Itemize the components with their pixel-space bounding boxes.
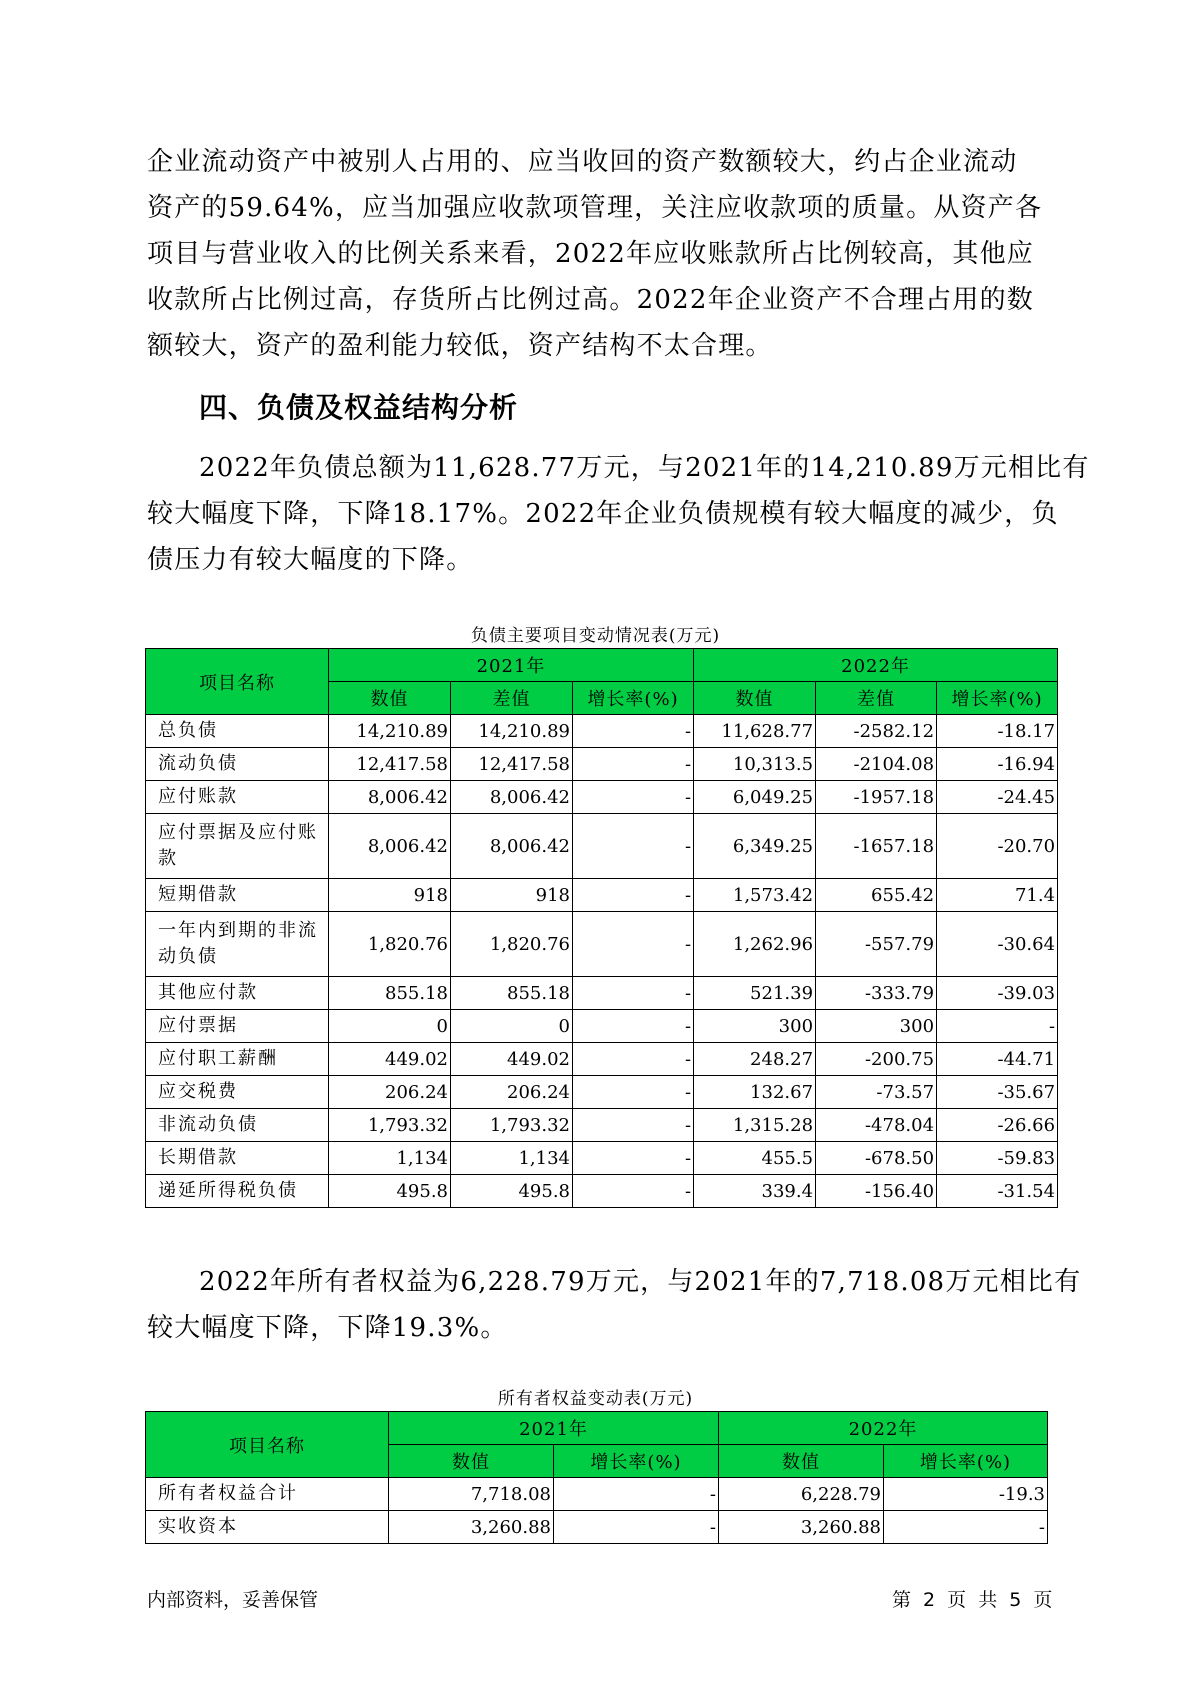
- text-line: 资产的59.64%，应当加强应收款项管理，关注应收款项的质量。从资产各: [147, 193, 1043, 223]
- row-value-cell: 248.27: [694, 1043, 816, 1076]
- row-item-name: 应付票据: [146, 1010, 329, 1043]
- row-value-cell: -1657.18: [816, 814, 937, 879]
- row-value-cell: -: [573, 715, 694, 748]
- row-value-cell: 7,718.08: [389, 1478, 554, 1511]
- table-row: [146, 1076, 1058, 1109]
- liability-table: [145, 648, 1058, 1208]
- row-value-cell: -39.03: [937, 977, 1058, 1010]
- row-value-cell: -18.17: [937, 715, 1058, 748]
- table-row: [146, 977, 1058, 1010]
- section-heading: 四、负债及权益结构分析: [199, 391, 519, 424]
- row-item-name: 应付账款: [146, 781, 329, 814]
- row-value-cell: -: [573, 748, 694, 781]
- row-value-cell: -478.04: [816, 1109, 937, 1142]
- row-value-cell: 655.42: [816, 879, 937, 912]
- row-value-cell: -44.71: [937, 1043, 1058, 1076]
- row-value-cell: 132.67: [694, 1076, 816, 1109]
- text-line: 项目与营业收入的比例关系来看，2022年应收账款所占比例较高，其他应: [147, 239, 1034, 269]
- row-value-cell: 300: [816, 1010, 937, 1043]
- row-value-cell: -16.94: [937, 748, 1058, 781]
- row-value-cell: -: [573, 1109, 694, 1142]
- row-item-name: 流动负债: [146, 748, 329, 781]
- row-item-name: 其他应付款: [146, 977, 329, 1010]
- column-header: 差值: [816, 682, 937, 715]
- row-item-name: 长期借款: [146, 1142, 329, 1175]
- row-value-cell: -200.75: [816, 1043, 937, 1076]
- table-row: [146, 1109, 1058, 1142]
- row-value-cell: 918: [451, 879, 573, 912]
- text-line: 较大幅度下降，下降18.17%。2022年企业负债规模有较大幅度的减少，负: [147, 499, 1059, 529]
- row-value-cell: 11,628.77: [694, 715, 816, 748]
- row-value-cell: 6,049.25: [694, 781, 816, 814]
- row-value-cell: -557.79: [816, 912, 937, 977]
- row-item-name: 所有者权益合计: [146, 1478, 389, 1511]
- column-header: 数值: [389, 1445, 554, 1478]
- row-value-cell: -26.66: [937, 1109, 1058, 1142]
- column-header: 增长率(%): [937, 682, 1058, 715]
- row-value-cell: -: [573, 879, 694, 912]
- row-value-cell: -: [554, 1511, 719, 1544]
- row-item-name: 非流动负债: [146, 1109, 329, 1142]
- row-value-cell: 14,210.89: [451, 715, 573, 748]
- table-row: [146, 814, 1058, 879]
- column-header: 数值: [694, 682, 816, 715]
- row-value-cell: 12,417.58: [329, 748, 451, 781]
- row-value-cell: 1,793.32: [451, 1109, 573, 1142]
- column-header: 增长率(%): [884, 1445, 1048, 1478]
- table-row: [146, 715, 1058, 748]
- paragraph-liability-summary: [147, 445, 1090, 583]
- table-row: [146, 879, 1058, 912]
- paragraph-equity-summary: [147, 1259, 1082, 1351]
- item-name-header: 项目名称: [146, 649, 329, 715]
- row-item-name: 实收资本: [146, 1511, 389, 1544]
- row-value-cell: 8,006.42: [329, 781, 451, 814]
- row-item-name: 短期借款: [146, 879, 329, 912]
- row-value-cell: 0: [451, 1010, 573, 1043]
- row-value-cell: -: [573, 781, 694, 814]
- row-value-cell: -: [573, 1010, 694, 1043]
- row-value-cell: 1,793.32: [329, 1109, 451, 1142]
- row-value-cell: -2582.12: [816, 715, 937, 748]
- text-line: 2022年负债总额为11,628.77万元，与2021年的14,210.89万元相比有: [199, 453, 1090, 483]
- table-row: [146, 1478, 1048, 1511]
- row-value-cell: 300: [694, 1010, 816, 1043]
- table-row: [146, 1142, 1058, 1175]
- row-value-cell: 495.8: [329, 1175, 451, 1208]
- row-value-cell: 6,228.79: [719, 1478, 884, 1511]
- row-value-cell: -: [573, 912, 694, 977]
- row-value-cell: 1,262.96: [694, 912, 816, 977]
- row-value-cell: 8,006.42: [451, 814, 573, 879]
- table-row: [146, 1043, 1058, 1076]
- row-value-cell: -: [884, 1511, 1048, 1544]
- row-value-cell: 1,820.76: [329, 912, 451, 977]
- row-value-cell: -: [937, 1010, 1058, 1043]
- row-value-cell: -678.50: [816, 1142, 937, 1175]
- table-row: [146, 1511, 1048, 1544]
- item-name-header: 项目名称: [146, 1412, 389, 1478]
- year-header: 2021年: [329, 649, 694, 682]
- row-value-cell: -: [573, 977, 694, 1010]
- row-item-name: 总负债: [146, 715, 329, 748]
- footer-confidential-note: 内部资料，妥善保管: [147, 1589, 319, 1611]
- row-value-cell: -73.57: [816, 1076, 937, 1109]
- table-row: [146, 1175, 1058, 1208]
- text-line: 收款所占比例过高，存货所占比例过高。2022年企业资产不合理占用的数: [147, 285, 1034, 315]
- row-value-cell: 1,134: [329, 1142, 451, 1175]
- row-item-name: 应交税费: [146, 1076, 329, 1109]
- column-header: 数值: [329, 682, 451, 715]
- year-header: 2021年: [389, 1412, 719, 1445]
- year-header: 2022年: [719, 1412, 1048, 1445]
- column-header: 数值: [719, 1445, 884, 1478]
- footer-page-number: 第 2 页 共 5 页: [892, 1589, 1053, 1611]
- row-value-cell: 449.02: [329, 1043, 451, 1076]
- row-value-cell: -: [554, 1478, 719, 1511]
- row-value-cell: 1,820.76: [451, 912, 573, 977]
- row-value-cell: 1,134: [451, 1142, 573, 1175]
- row-value-cell: -20.70: [937, 814, 1058, 879]
- table-row: [146, 781, 1058, 814]
- row-value-cell: -31.54: [937, 1175, 1058, 1208]
- row-value-cell: 1,315.28: [694, 1109, 816, 1142]
- column-header: 增长率(%): [554, 1445, 719, 1478]
- table-row: [146, 748, 1058, 781]
- row-value-cell: 0: [329, 1010, 451, 1043]
- row-value-cell: 918: [329, 879, 451, 912]
- row-value-cell: 206.24: [329, 1076, 451, 1109]
- text-line: 企业流动资产中被别人占用的、应当收回的资产数额较大，约占企业流动: [147, 147, 1018, 177]
- row-value-cell: 495.8: [451, 1175, 573, 1208]
- row-value-cell: 8,006.42: [329, 814, 451, 879]
- column-header: 增长率(%): [573, 682, 694, 715]
- text-line: 2022年所有者权益为6,228.79万元，与2021年的7,718.08万元相比有: [199, 1267, 1082, 1297]
- row-value-cell: 14,210.89: [329, 715, 451, 748]
- row-value-cell: -: [573, 1175, 694, 1208]
- table-row: [146, 912, 1058, 977]
- row-value-cell: -156.40: [816, 1175, 937, 1208]
- row-value-cell: 855.18: [329, 977, 451, 1010]
- row-value-cell: 71.4: [937, 879, 1058, 912]
- row-value-cell: -: [573, 1142, 694, 1175]
- row-value-cell: -: [573, 1076, 694, 1109]
- row-value-cell: 855.18: [451, 977, 573, 1010]
- row-value-cell: -30.64: [937, 912, 1058, 977]
- table-caption: 负债主要项目变动情况表(万元): [470, 626, 721, 646]
- row-item-name: 一年内到期的非流动负债: [146, 912, 329, 977]
- row-value-cell: 3,260.88: [389, 1511, 554, 1544]
- row-item-name: 应付职工薪酬: [146, 1043, 329, 1076]
- row-value-cell: 455.5: [694, 1142, 816, 1175]
- row-item-name: 递延所得税负债: [146, 1175, 329, 1208]
- row-value-cell: -19.3: [884, 1478, 1048, 1511]
- table-caption: 所有者权益变动表(万元): [497, 1389, 694, 1409]
- equity-table: [145, 1411, 1048, 1544]
- row-item-name: 应付票据及应付账款: [146, 814, 329, 879]
- column-header: 差值: [451, 682, 573, 715]
- row-value-cell: -24.45: [937, 781, 1058, 814]
- text-line: 额较大，资产的盈利能力较低，资产结构不太合理。: [147, 331, 773, 361]
- row-value-cell: 10,313.5: [694, 748, 816, 781]
- text-line: 债压力有较大幅度的下降。: [147, 545, 474, 575]
- row-value-cell: -: [573, 1043, 694, 1076]
- row-value-cell: -2104.08: [816, 748, 937, 781]
- row-value-cell: 8,006.42: [451, 781, 573, 814]
- row-value-cell: 449.02: [451, 1043, 573, 1076]
- row-value-cell: 6,349.25: [694, 814, 816, 879]
- row-value-cell: 521.39: [694, 977, 816, 1010]
- year-header: 2022年: [694, 649, 1058, 682]
- row-value-cell: -333.79: [816, 977, 937, 1010]
- row-value-cell: 12,417.58: [451, 748, 573, 781]
- row-value-cell: -1957.18: [816, 781, 937, 814]
- row-value-cell: 339.4: [694, 1175, 816, 1208]
- text-line: 较大幅度下降，下降19.3%。: [147, 1313, 508, 1343]
- row-value-cell: -35.67: [937, 1076, 1058, 1109]
- row-value-cell: 206.24: [451, 1076, 573, 1109]
- paragraph-asset-analysis: [147, 139, 1047, 369]
- table-row: [146, 1010, 1058, 1043]
- row-value-cell: -: [573, 814, 694, 879]
- row-value-cell: -59.83: [937, 1142, 1058, 1175]
- row-value-cell: 1,573.42: [694, 879, 816, 912]
- row-value-cell: 3,260.88: [719, 1511, 884, 1544]
